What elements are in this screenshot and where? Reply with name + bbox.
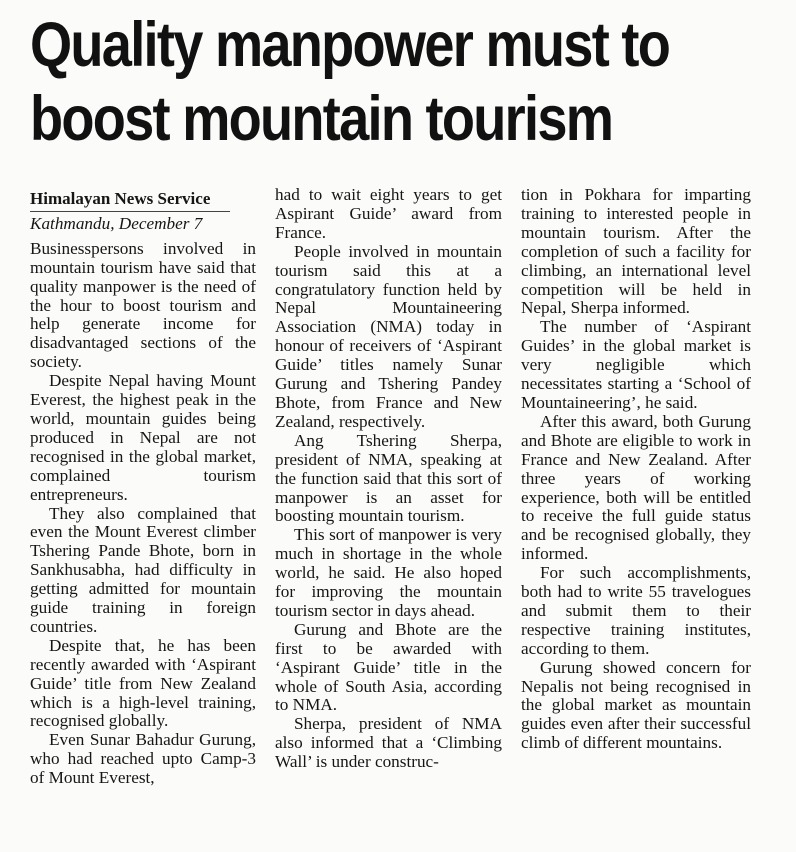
article-column-1 xyxy=(30,190,256,788)
paragraph: The number of ‘Aspirant Guides’ in the global market is very negligible which necessitates starting a ‘School of Mountaineering’, he said. xyxy=(521,317,751,412)
headline xyxy=(30,8,684,156)
paragraph: Sherpa, president of NMA also informed that a ‘Climbing Wall’ is under construc- xyxy=(275,714,502,772)
paragraph: Even Sunar Bahadur Gurung, who had reached upto Camp-3 of Mount Everest, xyxy=(30,730,256,788)
paragraph: For such accomplishments, both had to write 55 travelogues and submit them to their respective training institutes, according to them. xyxy=(521,563,751,658)
paragraph: This sort of manpower is very much in shortage in the whole world, he said. He also hoped for improving the mountain tourism sector in days ahead. xyxy=(275,525,502,620)
paragraph: Despite that, he has been recently awarded with ‘Aspirant Guide’ title from New Zealand which is a high-level training, recognised globally. xyxy=(30,635,256,731)
article-column-2 xyxy=(275,186,502,772)
paragraph: After this award, both Gurung and Bhote are eligible to work in France and New Zealand. After three years of working experience, both will be entitled to receive the full guide status and be recognised globally, they informed. xyxy=(521,411,751,564)
headline-line-2: boost mountain tourism xyxy=(30,84,613,154)
paragraph: tion in Pokhara for imparting training to interested people in mountain tourism. After the completion of such a facility for climbing, an international level competition will be held in Nepal, Sherpa informed. xyxy=(521,185,751,318)
paragraph: Despite Nepal having Mount Everest, the highest peak in the world, mountain guides being produced in Nepal are not recognised in the global market, complained tourism entrepreneurs. xyxy=(30,371,256,504)
paragraph: had to wait eight years to get Aspirant Guide’ award from France. xyxy=(275,185,502,242)
paragraph: Businesspersons involved in mountain tourism have said that quality manpower is the need of the hour to boost tourism and help generate income for disadvantaged sections of the society. xyxy=(30,238,256,372)
byline: Himalayan News Service xyxy=(30,189,211,208)
article-column-3 xyxy=(521,186,751,753)
byline-rule xyxy=(30,211,230,212)
paragraph: People involved in mountain tourism said this at a congratulatory function held by Nepal Mountaineering Association (NMA) today in honour of receivers of ‘Aspirant Guide’ titles namely Sunar Gurung and Tshering Pandey Bhote, from France and New Zealand, respectively. xyxy=(275,241,502,431)
dateline: Kathmandu, December 7 xyxy=(30,213,203,233)
headline-line-1: Quality manpower must to xyxy=(30,10,670,80)
paragraph: They also complained that even the Mount Everest climber Tshering Pande Bhote, born in Sankhusabha, had difficulty in getting admitted for mountain guide training in foreign countries. xyxy=(30,503,256,636)
paragraph: Gurung showed concern for Nepalis not being recognised in the global market as mountain guides even after their successful climb of different mountains. xyxy=(521,657,751,753)
paragraph: Gurung and Bhote are the first to be awarded with ‘Aspirant Guide’ title in the whole of South Asia, according to NMA. xyxy=(275,619,502,715)
paragraph: Ang Tshering Sherpa, president of NMA, speaking at the function said that this sort of manpower is an asset for boosting mountain tourism. xyxy=(275,430,502,526)
